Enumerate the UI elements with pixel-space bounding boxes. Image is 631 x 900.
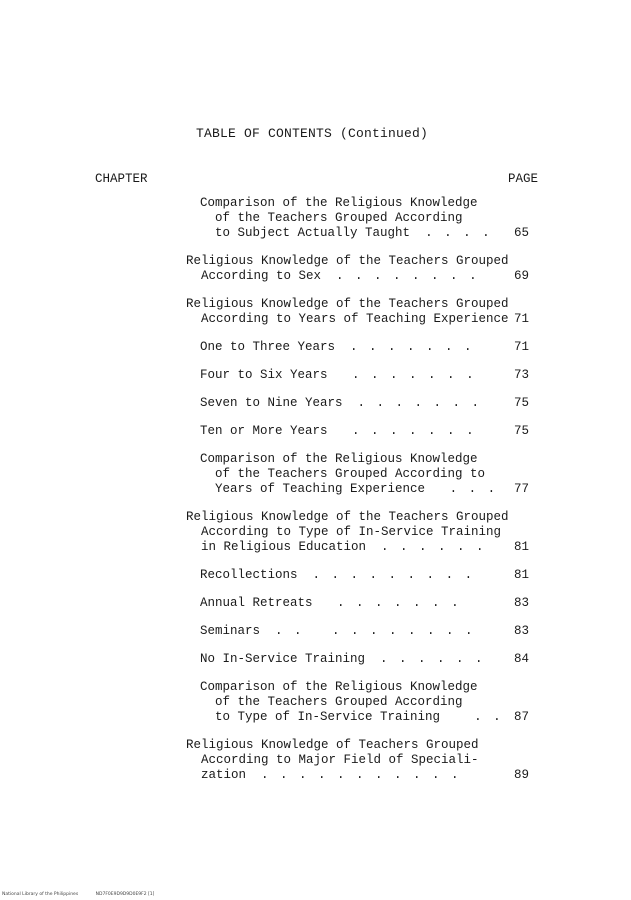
toc-entry [0, 452, 631, 497]
toc-entry-title: Religious Knowledge of the Teachers Grouped According to Years of Teaching Experience [186, 297, 509, 326]
toc-entry-page: 65 [514, 226, 530, 240]
toc-entry-page: 75 [514, 424, 530, 438]
toc-entry-leader: . . . . [425, 226, 492, 240]
toc-entry-title: Annual Retreats . . . . . . . [200, 596, 461, 610]
toc-entry [0, 624, 631, 639]
toc-entry-leader: . . . . . . [380, 652, 485, 666]
toc-entry-title: Recollections . . . . . . . . . [200, 568, 475, 582]
toc-entry [0, 424, 631, 439]
toc-entry [0, 196, 631, 241]
toc-entry-page: 87 [514, 710, 530, 724]
page-title: TABLE OF CONTENTS (Continued) [196, 126, 429, 141]
toc-entry-leader: . . . . . . [381, 540, 486, 554]
toc-entry-page: 89 [514, 768, 530, 782]
toc-entry [0, 340, 631, 355]
toc-entry-page: 71 [514, 340, 530, 354]
toc-entry-leader: . . . . . . . . . [312, 568, 475, 582]
toc-entry [0, 680, 631, 725]
toc-entry-title: No In-Service Training . . . . . . [200, 652, 485, 666]
toc-entry-leader: . . [455, 710, 503, 724]
toc-entry-page: 77 [514, 482, 530, 496]
toc-entry-title: Seven to Nine Years . . . . . . . [200, 396, 482, 410]
toc-entry-title: Four to Six Years . . . . . . . [200, 368, 476, 382]
toc-entry-leader: . . . [440, 482, 498, 496]
toc-entry-title: Religious Knowledge of Teachers Grouped According to Major Field of Speciali- zation . . . . . . . . . . . [186, 738, 479, 782]
toc-entry-leader: . . . . . . . . . . . [261, 768, 461, 782]
toc-entry [0, 738, 631, 783]
toc-entry-title: Ten or More Years . . . . . . . [200, 424, 476, 438]
toc-entry-page: 81 [514, 568, 530, 582]
page-column-header: PAGE [508, 172, 539, 186]
footer-right: ND7F0E9D9D9D0E9F2 [1] [95, 892, 155, 897]
chapter-column-header: CHAPTER [95, 172, 148, 186]
toc-entry-page: 71 [514, 312, 530, 326]
toc-entry-leader: . . . . . . . [350, 340, 474, 354]
toc-entry-leader: . . . . . . . . . . [275, 624, 475, 638]
toc-entry-page: 81 [514, 540, 530, 554]
toc-entry [0, 510, 631, 555]
toc-entry [0, 254, 631, 284]
toc-entry-title: Religious Knowledge of the Teachers Grouped According to Type of In-Service Training in Religious Education . . . . . . [186, 510, 509, 554]
toc-entries [0, 196, 631, 796]
toc-entry-leader: . . . . . . . [342, 368, 476, 382]
toc-entry-title: Comparison of the Religious Knowledge of the Teachers Grouped According to Subject Actually Taught . . . . [200, 196, 492, 240]
toc-entry [0, 652, 631, 667]
toc-entry-title: One to Three Years . . . . . . . [200, 340, 474, 354]
toc-entry-page: 69 [514, 269, 530, 283]
toc-entry-page: 83 [514, 596, 530, 610]
toc-entry-page: 73 [514, 368, 530, 382]
toc-entry-title: Seminars . . . . . . . . . . [200, 624, 475, 638]
toc-entry-leader: . . . . . . . . [336, 269, 479, 283]
toc-entry-page: 75 [514, 396, 530, 410]
footer-left: National Library of the Philippines [2, 892, 79, 897]
toc-entry-leader: . . . . . . . [342, 424, 476, 438]
toc-entry-title: Comparison of the Religious Knowledge of the Teachers Grouped According to Years of Teaching Experience . . . [200, 452, 498, 496]
toc-entry-leader: . . . . . . . [357, 396, 482, 410]
toc-entry-title: Religious Knowledge of the Teachers Grouped According to Sex . . . . . . . . [186, 254, 509, 283]
toc-entry-page: 84 [514, 652, 530, 666]
toc-entry [0, 568, 631, 583]
toc-entry [0, 297, 631, 327]
footer-watermark [2, 892, 170, 897]
toc-entry-title: Comparison of the Religious Knowledge of the Teachers Grouped According to Type of In-Service Training . . [200, 680, 503, 724]
toc-entry-page: 83 [514, 624, 530, 638]
toc-entry-leader: . . . . . . . [327, 596, 461, 610]
toc-entry [0, 596, 631, 611]
toc-entry [0, 396, 631, 411]
toc-entry [0, 368, 631, 383]
